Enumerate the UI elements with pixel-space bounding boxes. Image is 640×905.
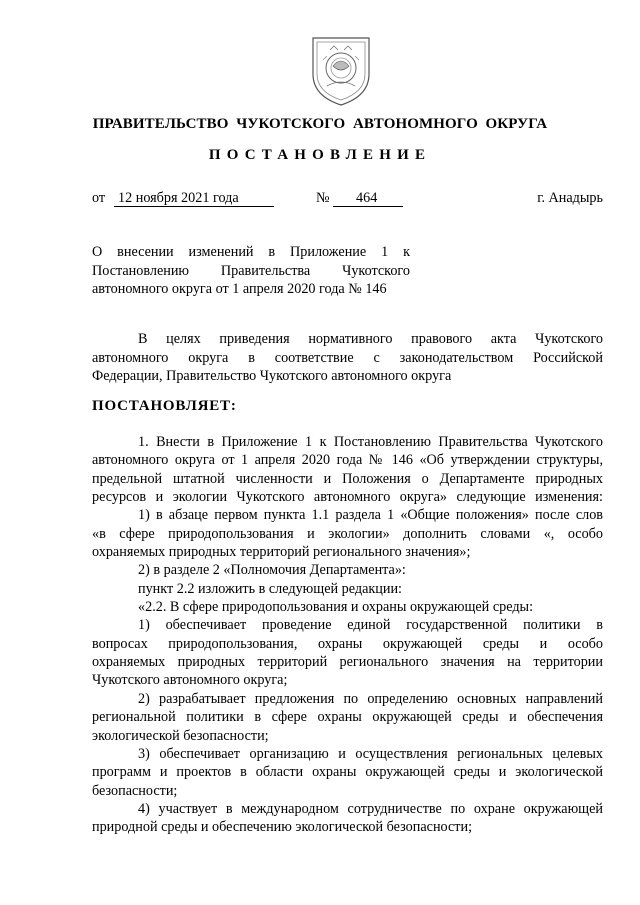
body-line: 1) обеспечивает проведение единой государственной политики в <box>138 617 603 634</box>
document-number: 464 <box>356 190 378 206</box>
body-line: 1. Внести в Приложение 1 к Постановлению Правительства Чукотского <box>138 434 603 450</box>
body-line: ресурсов и экологии Чукотского автономного округа» следующие изменения: <box>92 489 603 506</box>
body-line: 2) в разделе 2 «Полномочия Департамента»: <box>138 562 406 579</box>
body-line: природной среды и обеспечению экологической безопасности; <box>92 819 473 836</box>
preamble-line: В целях приведения нормативного правового акта Чукотского <box>138 331 603 347</box>
city: г. Анадырь <box>537 190 603 206</box>
body-line: безопасности; <box>92 782 178 799</box>
decree-heading: ПОСТАНОВЛЯЕТ: <box>92 398 237 414</box>
document-meta-row <box>92 190 603 210</box>
document-body <box>92 433 603 837</box>
number-underline <box>333 206 403 207</box>
body-line: экологической безопасности; <box>92 727 269 744</box>
subject-line: О внесении изменений в Приложение 1 к <box>92 244 410 260</box>
subject-line: Постановлению Правительства Чукотского <box>92 262 410 279</box>
document-date: 12 ноября 2021 года <box>118 190 239 206</box>
preamble <box>92 330 603 386</box>
body-line: «2.2. В сфере природопользования и охраны окружающей среды: <box>138 599 534 616</box>
body-line: пункт 2.2 изложить в следующей редакции: <box>138 580 402 597</box>
date-underline <box>114 206 274 207</box>
body-line: охраняемых природных территорий регионального значения»; <box>92 544 471 561</box>
body-line: 4) участвует в международном сотрудничестве по охране окружающей <box>138 800 603 817</box>
subject-line: автономного округа от 1 апреля 2020 года № 146 <box>92 281 387 297</box>
body-line: «в сфере природопользования и экологии» дополнить словами «, особо <box>92 525 603 542</box>
preamble-line: Федерации, Правительство Чукотского автономного округа <box>92 368 452 384</box>
body-line: 1) в абзаце первом пункта 1.1 раздела 1 «Общие положения» после слов <box>138 507 603 524</box>
document-type-title: ПОСТАНОВЛЕНИЕ <box>208 147 432 163</box>
coat-of-arms-icon <box>303 30 379 108</box>
body-line: предельной штатной численности и Положения о Департаменте природных <box>92 470 603 487</box>
body-line: региональной политики в сфере охраны окружающей среды и обеспечения <box>92 709 603 726</box>
document-subject <box>92 243 410 299</box>
body-line: вопросах природопользования, охраны окружающей среды и особо <box>92 635 603 652</box>
body-line: программ и проектов в области охраны окружающей среды и экологической <box>92 764 603 781</box>
body-line: 3) обеспечивает организацию и осуществления региональных целевых <box>138 745 603 762</box>
body-line: Чукотского автономного округа; <box>92 672 288 689</box>
body-line: автономного округа от 1 апреля 2020 года № 146 «Об утверждении структуры, <box>92 452 603 469</box>
date-prefix: от <box>92 190 106 206</box>
government-title: ПРАВИТЕЛЬСТВО ЧУКОТСКОГО АВТОНОМНОГО ОКРУГА <box>92 116 548 132</box>
body-line: охраняемых природных территорий регионального значения на территории <box>92 654 603 671</box>
number-sign: № <box>316 190 330 206</box>
preamble-line: автономного округа в соответствие с законодательством Российской <box>92 349 603 366</box>
body-line: 2) разрабатывает предложения по определению основных направлений <box>138 690 603 707</box>
